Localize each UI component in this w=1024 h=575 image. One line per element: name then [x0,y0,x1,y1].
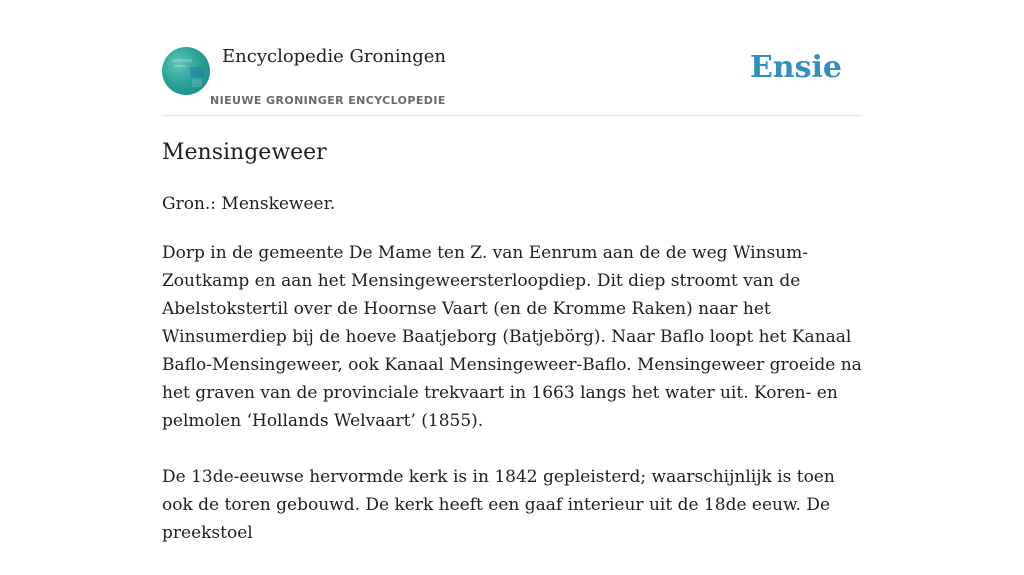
site-header [162,0,862,116]
ensie-brand-link[interactable]: Ensie [749,50,842,85]
content-container [162,0,862,543]
site-subtitle: NIEUWE GRONINGER ENCYCLOPEDIE [210,94,446,107]
article-paragraph: Dorp in de gemeente De Mame ten Z. van Eenrum aan de de weg Winsum-Zoutkamp en aan het Mensingeweersterloopdiep. Dit diep stroomt van de Abelstokstertil over de Hoornse Vaart (en de Kromme Raken) naar het Winsumerdiep bij de hoeve Baatjeborg (Batjebörg). Naar Baflo loopt het Kanaal Baflo-Mensingeweer, ook Kanaal Mensingeweer-Baflo. Mensingeweer groeide na het graven van de provinciale trekvaart in 1663 langs het water uit. Koren- en pelmolen ‘Hollands Welvaart’ (1855). [162,243,862,431]
article-alt-name: Gron.: Menskeweer. [162,194,336,214]
encyclopedia-logo-icon[interactable] [162,47,210,95]
article-body [162,239,862,575]
logo-detail [190,67,204,77]
site-title-link[interactable]: Encyclopedie Groningen [222,46,447,67]
logo-detail [172,59,192,62]
logo-detail [174,65,186,67]
article-paragraph: De 13de-eeuwse hervormde kerk is in 1842 gepleisterd; waarschijnlijk is toen ook de toren gebouwd. De kerk heeft een gaaf interieur uit de 18de eeuw. De preekstoel [162,467,835,543]
logo-detail [192,79,202,87]
article-title: Mensingeweer [162,140,327,165]
